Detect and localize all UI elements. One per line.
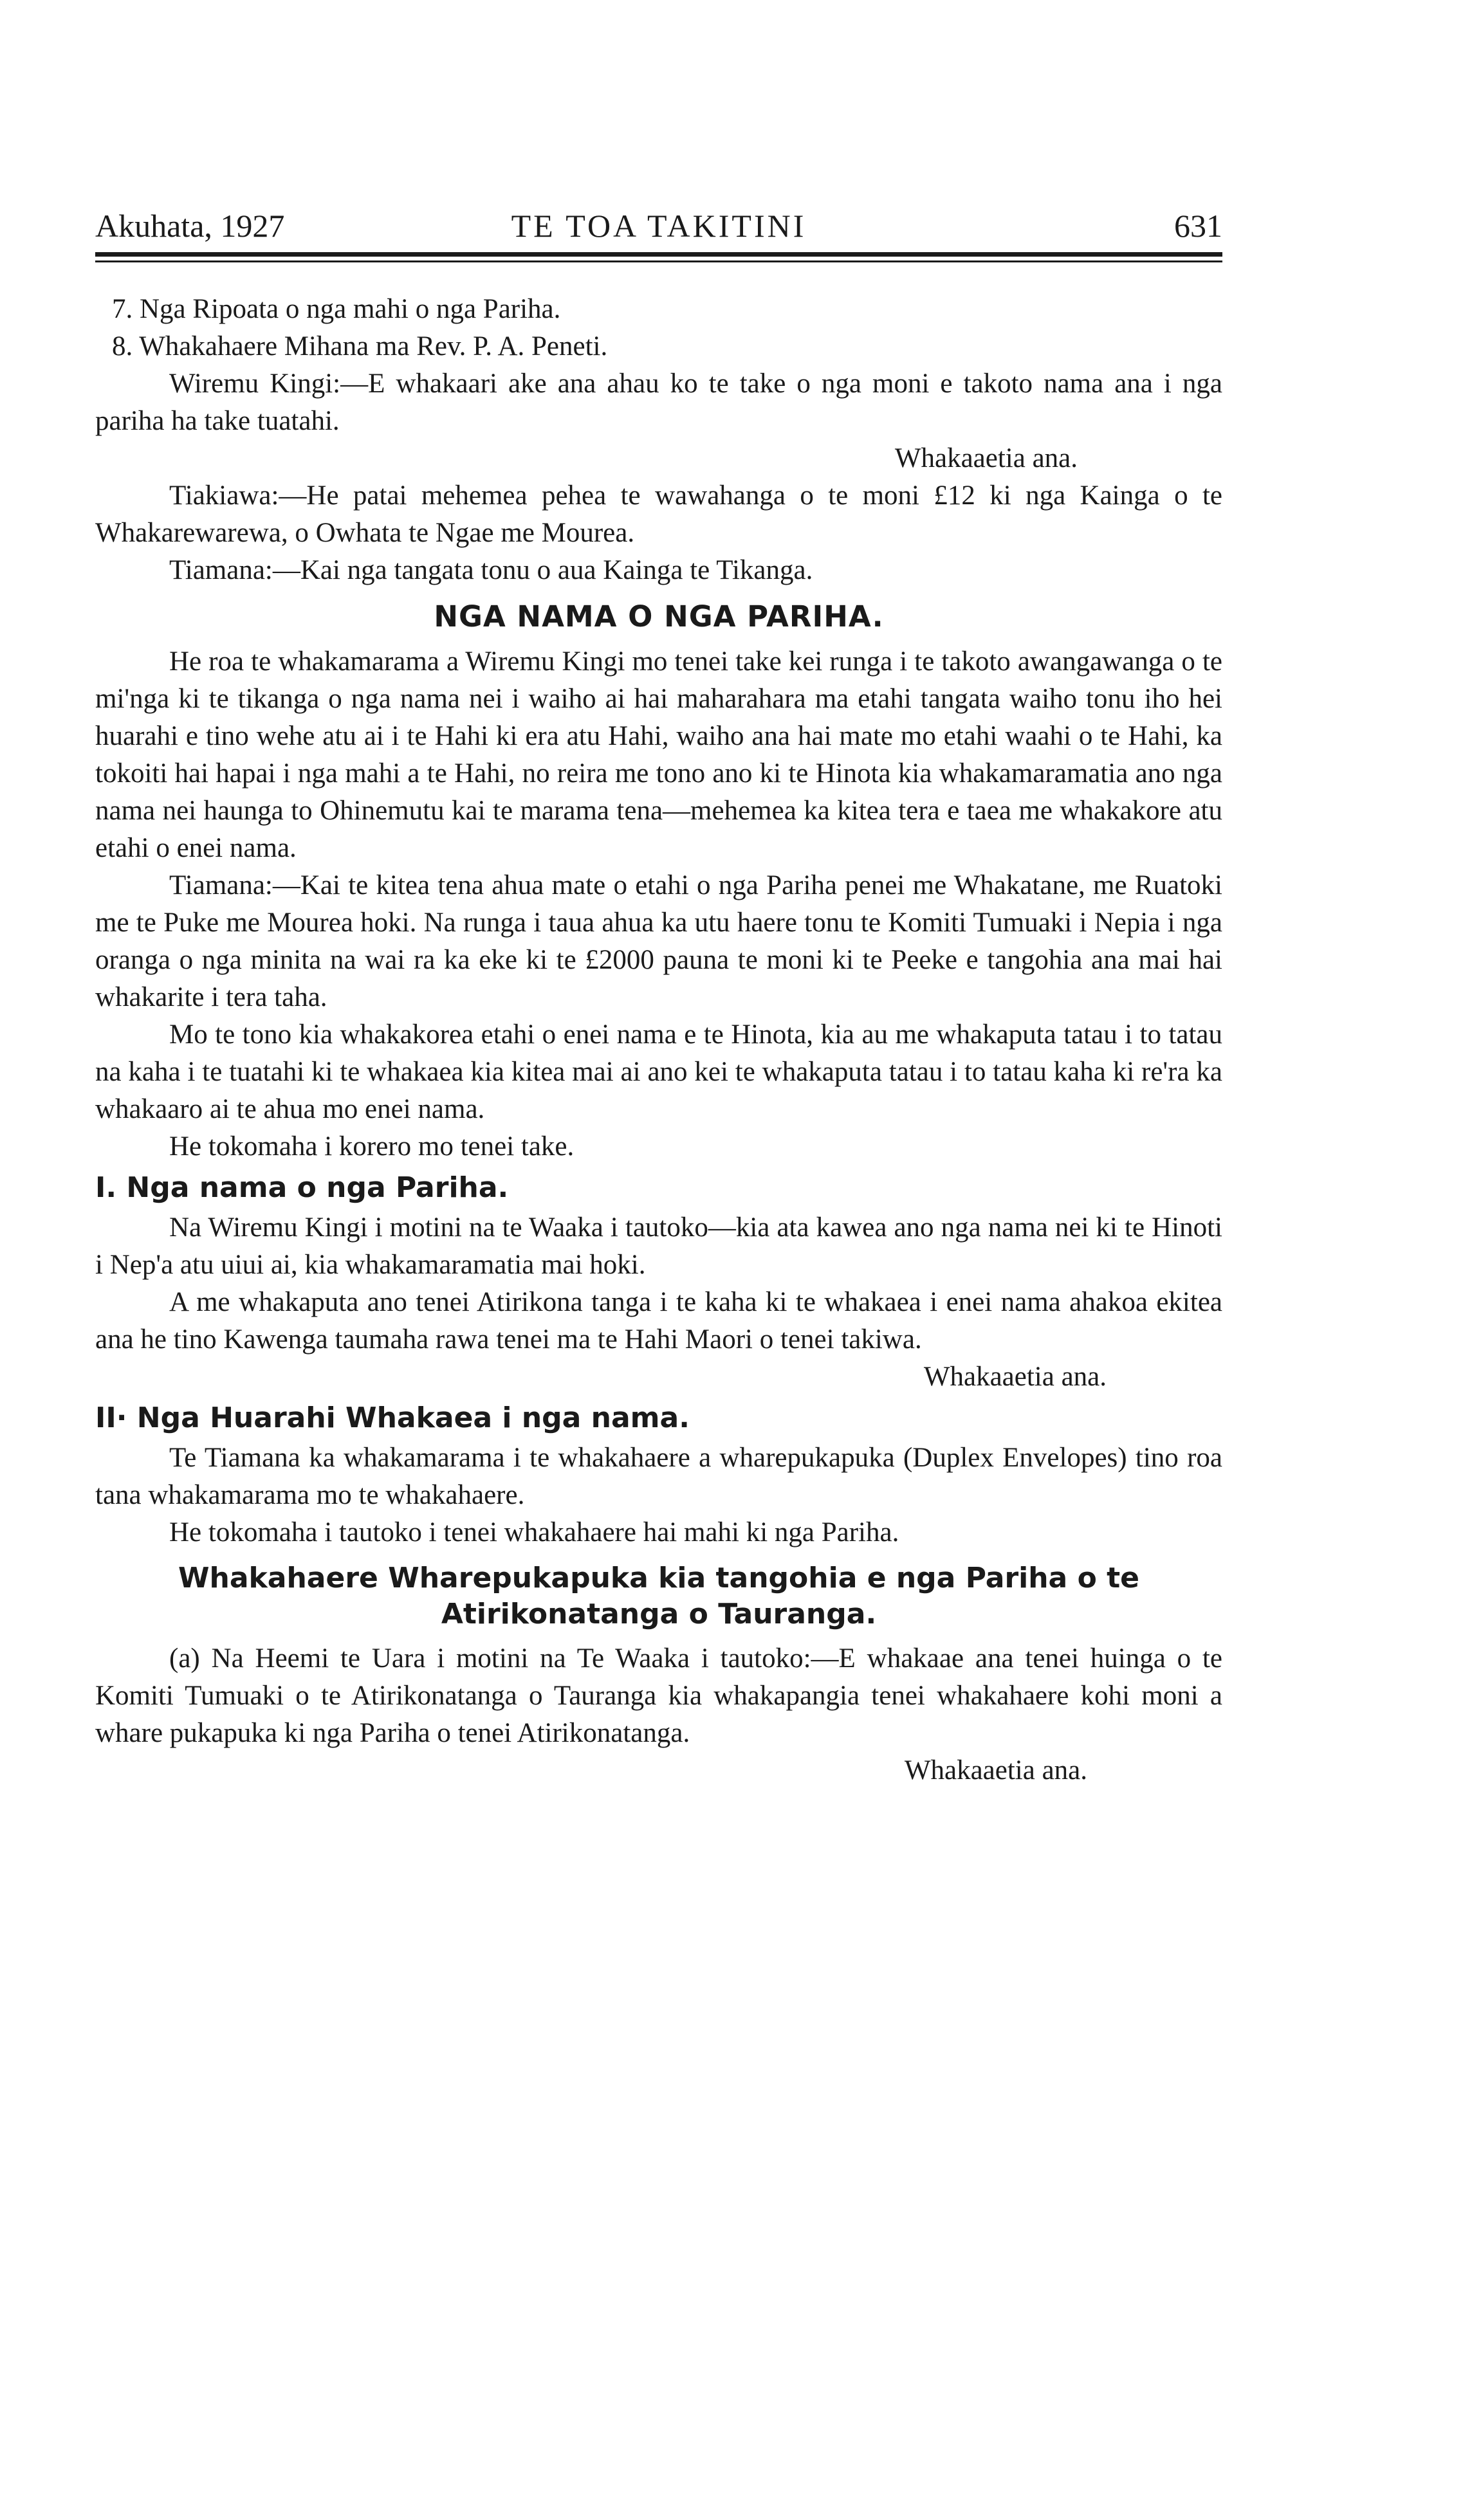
header-title: TE TOA TAKITINI — [511, 208, 807, 244]
paragraph: He tokomaha i korero mo tenei take. — [169, 1131, 575, 1162]
page-number: 631 — [1174, 208, 1222, 244]
page-body — [95, 291, 1222, 1789]
section-heading: Whakahaere Wharepukapuka kia tangohia e nga Pariha o te Atirikonatanga o Tauranga. — [178, 1562, 1139, 1630]
paragraph: He tokomaha i tautoko i tenei whakahaere hai mahi ki nga Pariha. — [169, 1517, 899, 1548]
paragraph: Wiremu Kingi:—E whakaari ake ana ahau ko te take o nga moni e takoto nama ana i nga pariha ha take tuatahi. — [95, 369, 1222, 436]
header-date: Akuhata, 1927 — [95, 208, 285, 244]
paragraph: Tiakiawa:—He patai mehemea pehea te wawahanga o te moni £12 ki nga Kainga o te Whakarewarewa, o Owhata te Ngae me Mourea. — [95, 480, 1222, 548]
section-heading: NGA NAMA O NGA PARIHA. — [434, 599, 884, 634]
running-header — [95, 207, 1222, 252]
paragraph: Tiamana:—Kai nga tangata tonu o aua Kainga te Tikanga. — [169, 555, 813, 585]
subsection-heading: I. Nga nama o nga Pariha. — [95, 1171, 509, 1204]
paragraph: Na Wiremu Kingi i motini na te Waaka i tautoko—kia ata kawea ano nga nama nei ki te Hinoti i Nep'a atu uiui ai, kia whakamaramatia mai hoki. — [95, 1212, 1222, 1280]
list-item-8: 8. Whakahaere Mihana ma Rev. P. A. Peneti. — [112, 331, 608, 361]
header-rule-thick — [95, 252, 1222, 257]
subsection-heading: II· Nga Huarahi Whakaea i nga nama. — [95, 1402, 690, 1434]
paragraph: Tiamana:—Kai te kitea tena ahua mate o etahi o nga Pariha penei me Whakatane, me Ruatoki me te Puke me Mourea hoki. Na runga i taua ahua ka utu haere tonu te Komiti Tumuaki i Nepia i nga oranga o nga minita na wai ra ka eke ki te £2000 pauna te moni ki te Peeke e tangohia ana mai hai whakarite i tera taha. — [95, 870, 1222, 1012]
carried-note: Whakaaetia ana. — [894, 443, 1078, 473]
paragraph: He roa te whakamarama a Wiremu Kingi mo tenei take kei runga i te takoto awangawanga o te mi'nga ki te tikanga o nga nama nei i waiho ai hai maharahara ma etahi tangata waiho tonu iho hei huarahi e tino wehe atu ai i te Hahi ki era atu Hahi, waiho ana hai mate mo etahi waahi o te Hahi, ka tokoiti hai hapai i nga mahi a te Hahi, no reira me tono ano ki te Hinota kia whakamaramatia ano nga nama nei haunga to Ohinemutu kai te marama tena—mehemea ka kitea tera e taea me whakakore atu etahi o enei nama. — [95, 646, 1222, 863]
paragraph: Te Tiamana ka whakamarama i te whakahaere a wharepukapuka (Duplex Envelopes) tino roa tana whakamarama mo te whakahaere. — [95, 1443, 1222, 1510]
list-item-7: 7. Nga Ripoata o nga mahi o nga Pariha. — [112, 294, 561, 324]
paragraph: (a) Na Heemi te Uara i motini na Te Waaka i tautoko:—E whakaae ana tenei huinga o te Komiti Tumuaki o te Atirikonatanga o Tauranga kia whakapangia tenei whakahaere kohi moni a whare pukapuka ki nga Pariha o tenei Atirikonatanga. — [95, 1643, 1222, 1748]
paragraph: A me whakaputa ano tenei Atirikona tanga i te kaha ki te whakaea i enei nama ahakoa ekitea ana he tino Kawenga taumaha rawa tenei ma te Hahi Maori o tenei takiwa. — [95, 1287, 1222, 1355]
paragraph: Mo te tono kia whakakorea etahi o enei nama e te Hinota, kia au me whakaputa tatau i to tatau na kaha i te tuatahi ki te whakaea kia kitea mai ai ano kei te whakaputa tatau i to tatau kaha ki re'ra ka whakaaro ai te ahua mo enei nama. — [95, 1019, 1222, 1124]
carried-note: Whakaaetia ana. — [904, 1755, 1087, 1785]
header-rule-thin — [95, 260, 1222, 262]
carried-note: Whakaaetia ana. — [923, 1362, 1107, 1392]
